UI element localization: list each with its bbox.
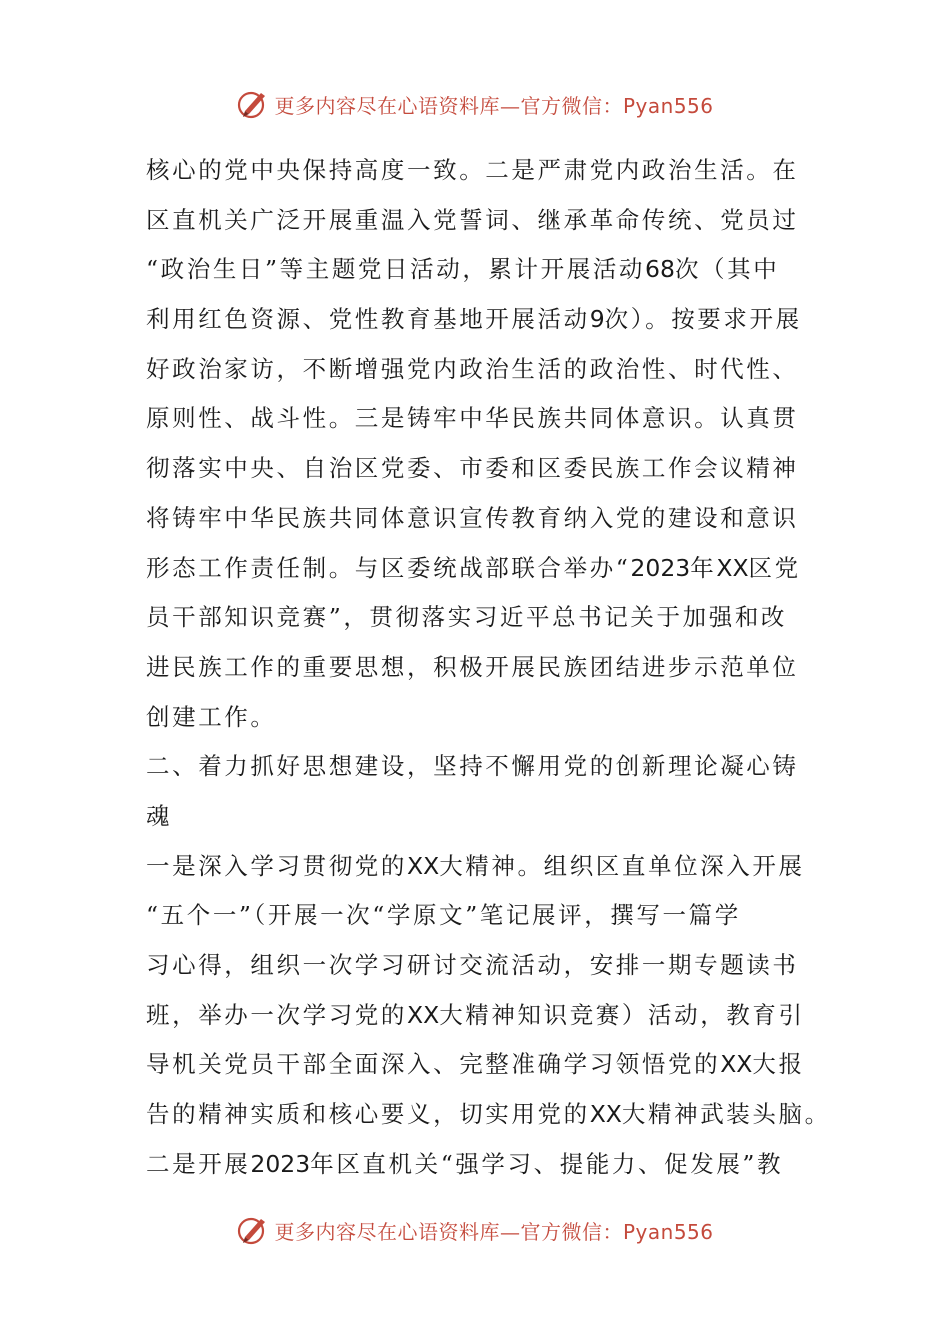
- text-line: 形态工作责任制。与区委统战部联合举办“2023年XX区党: [146, 553, 801, 582]
- text-line: 利用红色资源、党性教育基地开展活动9次）。按要求开展: [146, 305, 802, 334]
- text-line: 员干部知识竞赛”，贯彻落实习近平总书记关于加强和改: [146, 603, 788, 632]
- watermark-wechat-id: Pyan556: [622, 93, 714, 118]
- text-line: 区直机关广泛开展重温入党誓词、继承革命传统、党员过: [146, 205, 799, 234]
- text-line: 告的精神实质和核心要义，切实用党的XX大精神武装头脑。: [146, 1100, 831, 1129]
- text-line: 好政治家访，不断增强党内政治生活的政治性、时代性、: [146, 354, 799, 383]
- text-line: 导机关党员干部全面深入、完整准确学习领悟党的XX大报: [146, 1050, 805, 1079]
- text-line: 二是开展2023年区直机关“强学习、提能力、促发展”教: [146, 1149, 784, 1178]
- text-line: 一是深入学习贯彻党的XX大精神。组织区直单位深入开展: [146, 851, 805, 880]
- text-line: 魂: [146, 801, 173, 830]
- text-line: 原则性、战斗性。三是铸牢中华民族共同体意识。认真贯: [146, 404, 799, 433]
- text-line: 习心得，组织一次学习研讨交流活动，安排一期专题读书: [146, 951, 799, 979]
- pen-circle-logo-icon: [236, 1213, 270, 1247]
- text-line: 创建工作。: [146, 702, 277, 731]
- text-line: 核心的党中央保持高度一致。二是严肃党内政治生活。在: [146, 156, 799, 184]
- text-line: “政治生日”等主题党日活动，累计开展活动68次（其中: [146, 255, 780, 284]
- pen-circle-logo-icon: [236, 87, 270, 121]
- document-body: [146, 146, 831, 1189]
- header-watermark: [0, 84, 950, 124]
- text-line: 彻落实中央、自治区党委、市委和区委民族工作会议精神: [146, 454, 799, 483]
- watermark-text: 更多内容尽在心语资料库—官方微信：: [274, 93, 623, 118]
- text-line: 二、着力抓好思想建设，坚持不懈用党的创新理论凝心铸: [146, 752, 799, 781]
- text-line: 将铸牢中华民族共同体意识宣传教育纳入党的建设和意识: [146, 503, 799, 532]
- watermark-wechat-id: Pyan556: [622, 1219, 714, 1244]
- text-line: “五个一”（开展一次“学原文”笔记展评，撰写一篇学: [146, 901, 741, 930]
- text-line: 班，举办一次学习党的XX大精神知识竞赛）活动，教育引: [146, 1000, 805, 1029]
- text-line: 进民族工作的重要思想，积极开展民族团结进步示范单位: [146, 652, 799, 681]
- watermark-text: 更多内容尽在心语资料库—官方微信：: [274, 1219, 623, 1244]
- footer-watermark: [0, 1210, 950, 1250]
